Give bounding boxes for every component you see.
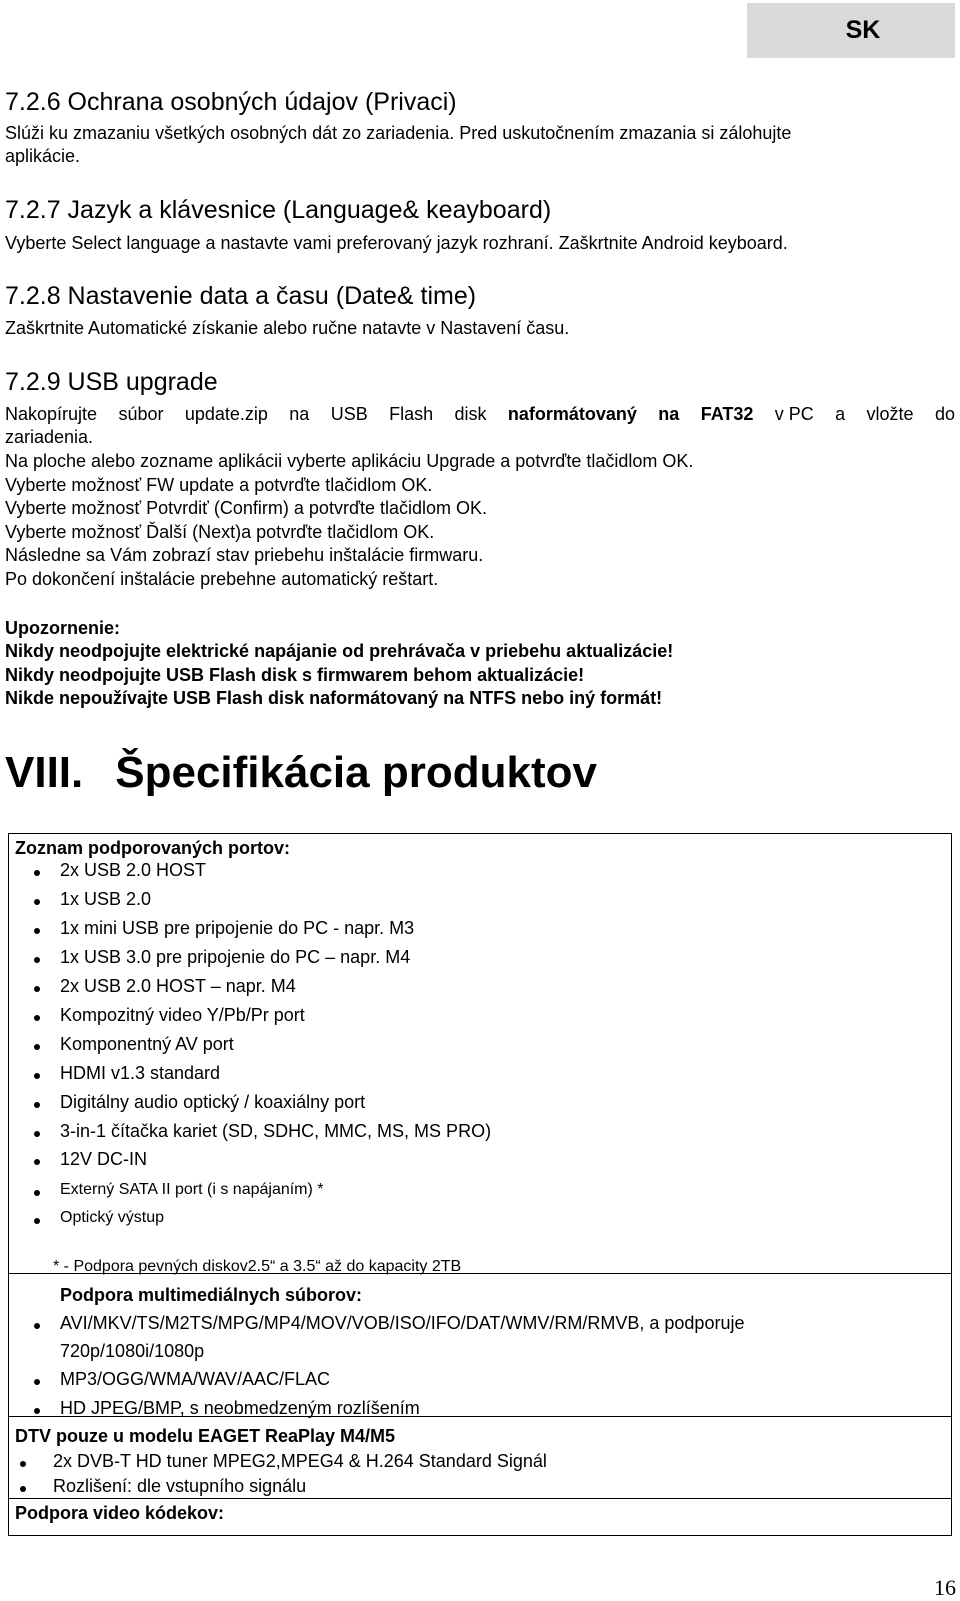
- port-item: Komponentný AV port: [60, 1034, 234, 1054]
- chapter-title: Špecifikácia produktov: [115, 748, 597, 797]
- port-item: 3-in-1 čítačka kariet (SD, SDHC, MMC, MS, MS PRO): [60, 1121, 492, 1141]
- upgrade-step: Na ploche alebo zozname aplikácii vyberte aplikáciu Upgrade a potvrďte tlačidlom OK.: [5, 451, 694, 471]
- bullet-icon: [34, 1323, 40, 1329]
- port-item: Kompozitný video Y/Pb/Pr port: [60, 1005, 305, 1025]
- media-item: AVI/MKV/TS/M2TS/MPG/MP4/MOV/VOB/ISO/IFO/DAT/WMV/RM/RMVB, a podporuje: [60, 1313, 745, 1333]
- divider: [8, 1498, 952, 1499]
- bullet-icon: [34, 1102, 40, 1108]
- codec-title: Podpora video kódekov:: [15, 1503, 225, 1523]
- chapter-number: VIII.: [5, 748, 84, 797]
- port-item: 1x mini USB pre pripojenie do PC - napr. M3: [60, 918, 415, 938]
- bullet-icon: [20, 1486, 26, 1492]
- word: Nakopírujte: [5, 404, 98, 424]
- ports-title: Zoznam podporovaných portov:: [15, 838, 291, 858]
- port-item: 2x USB 2.0 HOST: [60, 860, 207, 880]
- section-726-title: 7.2.6 Ochrana osobných údajov (Privaci): [5, 88, 457, 116]
- media-title: Podpora multimediálnych súborov:: [60, 1285, 363, 1305]
- word: Flash: [389, 404, 434, 424]
- bullet-icon: [34, 870, 40, 876]
- section-729-title: 7.2.9 USB upgrade: [5, 368, 218, 396]
- upgrade-step: Vyberte možnosť Ďalší (Next)a potvrďte tlačidlom OK.: [5, 522, 435, 542]
- section-727-text-1: Vyberte Select language a nastavte vami preferovaný jazyk rozhraní. Zaškrtnite Android keyboard.: [5, 233, 788, 253]
- dtv-title: DTV pouze u modelu EAGET ReaPlay M4/M5: [15, 1426, 396, 1446]
- chapter-heading: [5, 748, 597, 798]
- warning-label: Upozornenie:: [5, 618, 120, 638]
- port-item: HDMI v1.3 standard: [60, 1063, 221, 1083]
- port-item: Externý SATA II port (i s napájaním) *: [60, 1181, 324, 1198]
- word-bold: FAT32: [700, 404, 754, 424]
- word-bold: naformátovaný: [507, 404, 637, 424]
- media-item: MP3/OGG/WMA/WAV/AAC/FLAC: [60, 1369, 331, 1389]
- bullet-icon: [34, 1190, 40, 1196]
- section-728-title: 7.2.8 Nastavenie data a času (Date& time): [5, 282, 477, 310]
- media-item-continued: 720p/1080i/1080p: [60, 1341, 205, 1361]
- warning-line: Nikde nepoužívajte USB Flash disk naformátovaný na NTFS nebo iný formát!: [5, 688, 663, 708]
- section-726-text-1: Slúži ku zmazaniu všetkých osobných dát zo zariadenia. Pred uskutočnením zmazania si zálohujte: [5, 123, 792, 143]
- section-729-text-2: zariadenia.: [5, 427, 94, 447]
- word: v PC: [774, 404, 814, 424]
- word: disk: [454, 404, 487, 424]
- word: update.zip: [184, 404, 268, 424]
- section-726-text-2: aplikácie.: [5, 146, 81, 166]
- divider: [8, 1273, 952, 1274]
- upgrade-step: Vyberte možnosť FW update a potvrďte tlačidlom OK.: [5, 475, 433, 495]
- section-729-text-1: [5, 404, 955, 425]
- word: na: [289, 404, 310, 424]
- word: do: [934, 404, 955, 424]
- media-item: HD JPEG/BMP, s neobmedzeným rozlíšením: [60, 1398, 420, 1418]
- word-bold: na: [658, 404, 680, 424]
- divider: [8, 1416, 952, 1417]
- section-727-title: 7.2.7 Jazyk a klávesnice (Language& keayboard): [5, 196, 552, 224]
- port-item: 1x USB 3.0 pre pripojenie do PC – napr. M4: [60, 947, 411, 967]
- dtv-item: Rozlišení: dle vstupního signálu: [53, 1476, 307, 1496]
- upgrade-step: Následne sa Vám zobrazí stav priebehu inštalácie firmwaru.: [5, 545, 484, 565]
- warning-line: Nikdy neodpojujte elektrické napájanie od prehrávača v priebehu aktualizácie!: [5, 641, 674, 661]
- section-728-text-1: Zaškrtnite Automatické získanie alebo ručne natavte v Nastavení času.: [5, 318, 570, 338]
- port-item: 12V DC-IN: [60, 1149, 148, 1169]
- bullet-icon: [34, 928, 40, 934]
- word: a: [835, 404, 846, 424]
- dtv-item: 2x DVB-T HD tuner MPEG2,MPEG4 & H.264 Standard Signál: [53, 1451, 547, 1471]
- bullet-icon: [34, 1408, 40, 1414]
- upgrade-step: Vyberte možnosť Potvrdiť (Confirm) a potvrďte tlačidlom OK.: [5, 498, 488, 518]
- warning-line: Nikdy neodpojujte USB Flash disk s firmwarem behom aktualizácie!: [5, 665, 585, 685]
- word: súbor: [118, 404, 164, 424]
- bullet-icon: [34, 1015, 40, 1021]
- page-number: 16: [934, 1575, 956, 1600]
- word: vložte: [866, 404, 914, 424]
- bullet-icon: [34, 1379, 40, 1385]
- upgrade-step: Po dokončení inštalácie prebehne automatický reštart.: [5, 569, 439, 589]
- port-item: 2x USB 2.0 HOST – napr. M4: [60, 976, 296, 996]
- bullet-icon: [34, 899, 40, 905]
- port-item: 1x USB 2.0: [60, 889, 152, 909]
- port-item: Digitálny audio optický / koaxiálny port: [60, 1092, 366, 1112]
- bullet-icon: [20, 1461, 26, 1467]
- bullet-icon: [34, 1218, 40, 1224]
- footnote: * - Podpora pevných diskov2.5“ a 3.5“ až do kapacity 2TB: [53, 1258, 462, 1275]
- bullet-icon: [34, 1159, 40, 1165]
- bullet-icon: [34, 957, 40, 963]
- port-item: Optický výstup: [60, 1209, 165, 1226]
- bullet-icon: [34, 986, 40, 992]
- bullet-icon: [34, 1044, 40, 1050]
- bullet-icon: [34, 1073, 40, 1079]
- bullet-icon: [34, 1131, 40, 1137]
- language-badge: SK: [747, 3, 955, 58]
- word: USB: [330, 404, 368, 424]
